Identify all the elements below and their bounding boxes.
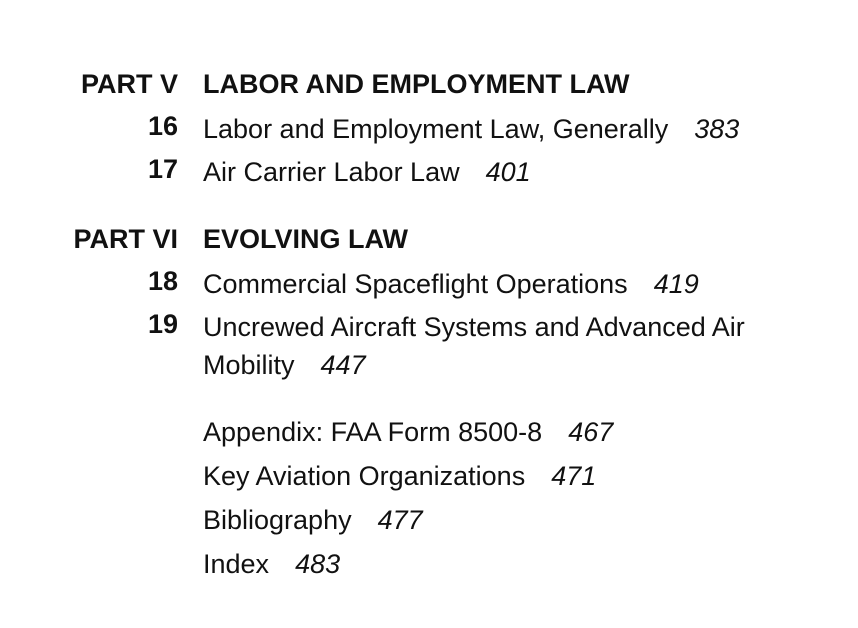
back-matter-entry <box>203 457 823 495</box>
page-number: 401 <box>485 157 531 187</box>
back-matter-entry <box>203 413 823 451</box>
chapter-number: 17 <box>147 154 178 184</box>
chapter-number: 18 <box>147 266 178 296</box>
chapter-row[interactable] <box>0 153 858 193</box>
back-matter-title: Key Aviation Organizations <box>203 461 526 491</box>
page-number: 471 <box>551 461 597 491</box>
chapter-title: Air Carrier Labor Law <box>203 157 460 187</box>
chapter-row[interactable] <box>0 308 858 388</box>
back-matter-title: Index <box>203 549 270 579</box>
back-matter-row[interactable] <box>0 457 858 497</box>
chapter-number: 16 <box>147 111 178 141</box>
chapter-title-line-1: Uncrewed Aircraft Systems and Advanced Air <box>203 312 745 342</box>
chapter-entry <box>203 153 823 191</box>
chapter-title-line-2: Mobility <box>203 350 295 380</box>
chapter-entry <box>203 308 823 384</box>
page-number: 467 <box>568 417 614 447</box>
part-heading-row <box>0 223 858 263</box>
page-number: 419 <box>653 269 699 299</box>
page-number: 383 <box>694 114 740 144</box>
back-matter-entry <box>203 545 823 583</box>
back-matter-title: Appendix: FAA Form 8500-8 <box>203 417 543 447</box>
chapter-entry <box>203 265 823 303</box>
chapter-row[interactable] <box>0 265 858 305</box>
part-label: PART VI <box>73 224 178 254</box>
page-number: 447 <box>320 350 366 380</box>
back-matter-title: Bibliography <box>203 505 352 535</box>
page-number: 483 <box>295 549 341 579</box>
chapter-entry <box>203 110 823 148</box>
chapter-title: Labor and Employment Law, Generally <box>203 114 669 144</box>
page-number: 477 <box>377 505 423 535</box>
part-title: EVOLVING LAW <box>203 224 409 254</box>
part-label: PART V <box>80 69 178 99</box>
part-heading-row <box>0 68 858 108</box>
chapter-title: Commercial Spaceflight Operations <box>203 269 628 299</box>
back-matter-entry <box>203 501 823 539</box>
back-matter-row[interactable] <box>0 545 858 585</box>
chapter-number: 19 <box>147 309 178 339</box>
chapter-row[interactable] <box>0 110 858 150</box>
part-title: LABOR AND EMPLOYMENT LAW <box>203 69 630 99</box>
back-matter-row[interactable] <box>0 413 858 453</box>
back-matter-row[interactable] <box>0 501 858 541</box>
